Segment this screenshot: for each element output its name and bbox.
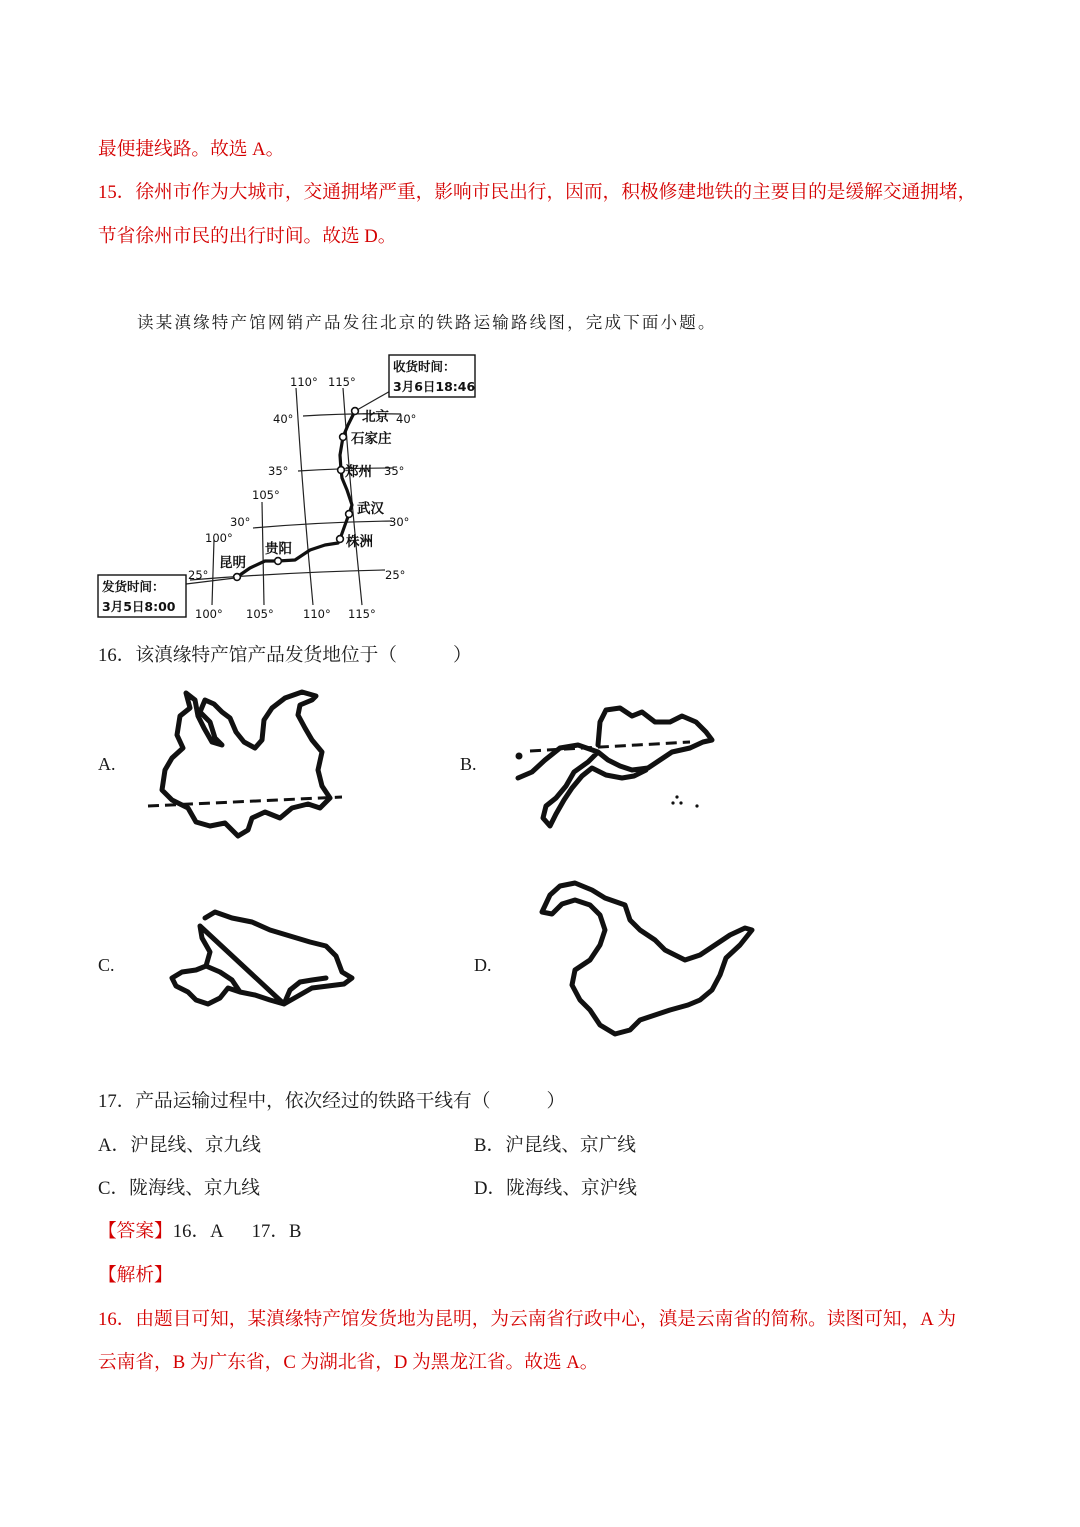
guiyang-stop [275,558,282,565]
q17-option-c[interactable]: C．陇海线、京九线 [98,1178,260,1199]
bottom-longitude-label: 100° [195,607,223,621]
left-latitude-label: 35° [268,464,289,478]
question-intro: 读某滇缘特产馆网销产品发往北京的铁路运输路线图，完成下面小题。 [137,313,717,332]
zhuzhou-stop [337,536,344,543]
city-label-beijing: 北京 [362,409,389,425]
inner-longitude-label: 100° [205,531,233,545]
latitude-line-25 [190,570,385,580]
right-latitude-label: 30° [389,515,410,529]
right-latitude-label: 40° [396,412,417,426]
latitude-line-30 [253,521,392,528]
q16-option-c-label[interactable]: C. [98,955,115,975]
city-label-wuhan: 武汉 [357,501,384,517]
q16-analysis-line-1: 16．由题目可知，某滇缘特产馆发货地为昆明，为云南省行政中心，滇是云南省的简称。读图可知，A 为 [98,1309,957,1330]
bottom-longitude-label: 105° [246,607,274,621]
q16-option-c-outline[interactable] [165,905,360,1015]
right-latitude-label: 35° [384,464,405,478]
q16-option-d-outline[interactable] [535,875,760,1040]
beijing-stop [352,408,359,415]
shijiazhuang-stop [340,434,347,441]
longitude-line-100 [212,540,214,605]
city-label-shijiazhuang: 石家庄 [351,431,392,447]
q17-option-d[interactable]: D．陇海线、京沪线 [474,1178,637,1199]
prev-analysis-line: 最便捷线路。故选 A。 [98,139,285,160]
answer-q16: 16．A [172,1221,224,1242]
q16-option-d-label[interactable]: D. [474,955,492,975]
receive-time-value: 3月6日18:46 [393,379,476,394]
kunming-stop [234,574,241,581]
railway-route-map [90,340,490,625]
longitude-line-105 [262,502,264,605]
city-label-zhengzhou: 郑州 [345,464,372,480]
bottom-longitude-label: 115° [348,607,376,621]
q16-stem: 16．该滇缘特产馆产品发货地位于（ ） [98,645,472,666]
q17-stem: 17．产品运输过程中，依次经过的铁路干线有（ ） [98,1091,566,1112]
inner-longitude-label: 105° [252,488,280,502]
q16-option-a-label[interactable]: A. [98,754,116,774]
receive-pointer [357,390,392,410]
q17-option-b[interactable]: B．沪昆线、京广线 [474,1135,636,1156]
q16-option-b-outline[interactable] [510,695,725,835]
q15-analysis-line-2: 节省徐州市民的出行时间。故选 D。 [98,226,397,247]
send-time-label: 发货时间： [102,579,165,594]
bottom-longitude-label: 110° [303,607,331,621]
left-latitude-label: 40° [273,412,294,426]
zhengzhou-stop [338,467,345,474]
right-latitude-label: 25° [385,568,406,582]
answer-q17: 17．B [251,1221,302,1242]
q17-option-a[interactable]: A．沪昆线、京九线 [98,1135,261,1156]
city-label-zhuzhou: 株洲 [346,534,373,550]
left-latitude-label: 25° [188,568,209,582]
receive-time-label: 收货时间： [393,359,456,374]
analysis-tag: 【解析】 [98,1265,173,1286]
q15-analysis-line-1: 15．徐州市作为大城市，交通拥堵严重，影响市民出行，因而，积极修建地铁的主要目的是缓解交通拥堵， [98,182,977,203]
q16-analysis-line-2: 云南省，B 为广东省，C 为湖北省，D 为黑龙江省。故选 A。 [98,1352,599,1373]
top-longitude-label: 115° [328,375,356,389]
q16-option-b-label[interactable]: B. [460,754,477,774]
left-latitude-label: 30° [230,515,251,529]
city-label-guiyang: 贵阳 [265,541,292,557]
answer-line [98,1221,301,1243]
longitude-line-115 [343,388,362,605]
answer-tag: 【答案】 [98,1221,173,1242]
top-longitude-label: 110° [290,375,318,389]
wuhan-stop [346,511,353,518]
send-time-value: 3月5日8:00 [102,599,176,614]
city-label-kunming: 昆明 [219,555,246,571]
q16-option-a-outline[interactable] [140,680,350,850]
